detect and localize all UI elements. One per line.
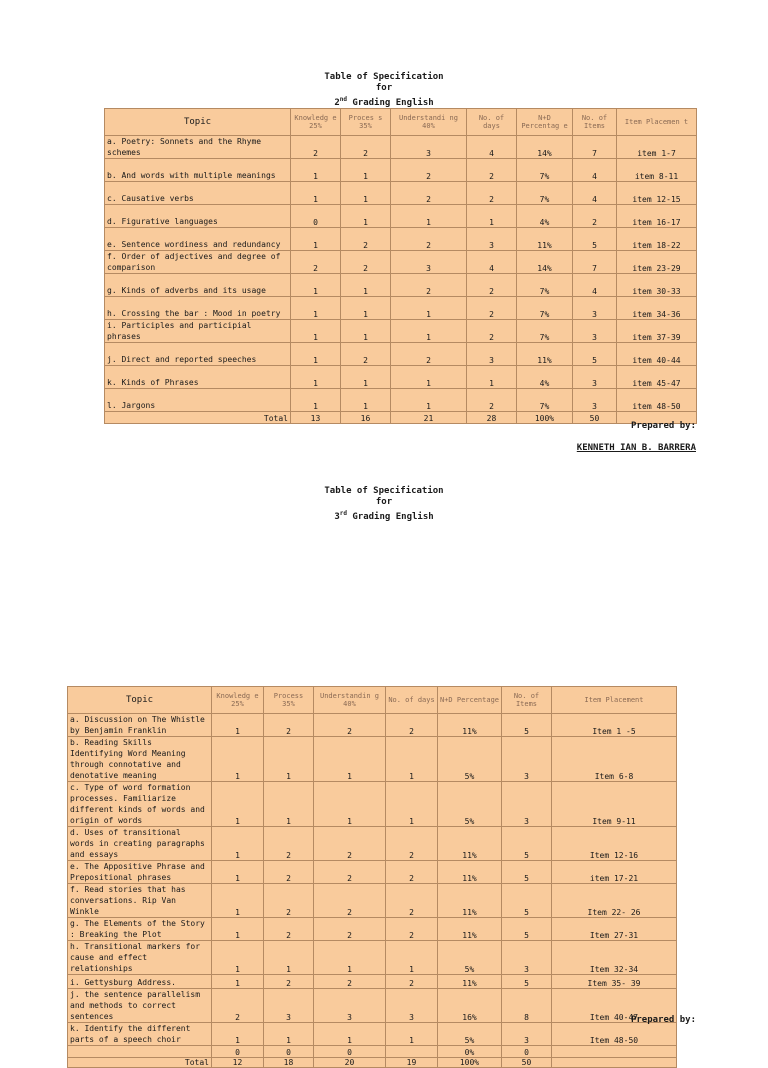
cell-items: 3: [502, 737, 552, 782]
cell-days: 1: [386, 941, 438, 975]
cell-percentage: 11%: [438, 918, 502, 941]
doc1-prepared-by: Prepared by:: [630, 421, 696, 431]
table-row: [105, 366, 697, 389]
cell-percentage: 16%: [438, 989, 502, 1023]
doc1-title-line1: Table of Specification: [324, 72, 444, 82]
cell-percentage: 7%: [517, 320, 573, 343]
doc1-header-knowledge: Knowledg e 25%: [291, 109, 341, 136]
cell-items: 5: [573, 343, 617, 366]
cell-process: 1: [264, 1023, 314, 1046]
cell-understanding: 2: [391, 343, 467, 366]
cell-knowledge: 1: [291, 159, 341, 182]
cell-process: 2: [341, 228, 391, 251]
doc1-header-topic: Topic: [105, 109, 291, 136]
total-items: 50: [573, 412, 617, 424]
cell-understanding: 1: [314, 737, 386, 782]
doc2-title-line3: 3rd Grading English: [334, 510, 434, 522]
cell-understanding: 1: [314, 941, 386, 975]
table-row: [105, 343, 697, 366]
cell-understanding: 2: [314, 918, 386, 941]
cell-days: 3: [467, 228, 517, 251]
cell-placement: item 16-17: [617, 205, 697, 228]
cell-percentage: 5%: [438, 782, 502, 827]
cell-percentage: 14%: [517, 136, 573, 159]
cell-knowledge: 1: [212, 861, 264, 884]
doc1-header-days: No. of days: [467, 109, 517, 136]
cell-understanding: 3: [391, 251, 467, 274]
table-row: [68, 884, 677, 918]
table-row: [68, 827, 677, 861]
total-process: 16: [341, 412, 391, 424]
doc1-header-row: [105, 109, 697, 136]
cell-topic: d. Uses of transitional words in creating paragraphs and essays: [68, 827, 212, 861]
cell-percentage: 14%: [517, 251, 573, 274]
cell-items: 8: [502, 989, 552, 1023]
cell-items: 3: [573, 320, 617, 343]
cell-process: 2: [264, 714, 314, 737]
cell-topic: j. Direct and reported speeches: [105, 343, 291, 366]
cell-process: 1: [341, 297, 391, 320]
table-row: [105, 297, 697, 320]
total-percentage: 100%: [438, 1058, 502, 1068]
cell-placement: Item 12-16: [552, 827, 677, 861]
cell-placement: Item 9-11: [552, 782, 677, 827]
table-row: [105, 159, 697, 182]
cell-topic: l. Jargons: [105, 389, 291, 412]
cell-placement: Item 35- 39: [552, 975, 677, 989]
doc1-title: [0, 72, 768, 109]
cell-process: 1: [341, 366, 391, 389]
total-knowledge: 13: [291, 412, 341, 424]
cell-days: 2: [467, 182, 517, 205]
cell-understanding: 2: [314, 861, 386, 884]
cell-items: 7: [573, 251, 617, 274]
cell-knowledge: 1: [212, 941, 264, 975]
cell-knowledge: 1: [212, 737, 264, 782]
cell-knowledge: 1: [291, 228, 341, 251]
cell-percentage: 11%: [517, 343, 573, 366]
table-row: [105, 205, 697, 228]
cell-placement: Item 6-8: [552, 737, 677, 782]
total-process: 18: [264, 1058, 314, 1068]
cell-understanding: 0: [314, 1046, 386, 1058]
cell-days: 4: [467, 251, 517, 274]
cell-days: [386, 1046, 438, 1058]
cell-percentage: 5%: [438, 1023, 502, 1046]
cell-topic: k. Kinds of Phrases: [105, 366, 291, 389]
cell-process: 1: [341, 182, 391, 205]
cell-percentage: 7%: [517, 274, 573, 297]
cell-items: 7: [573, 136, 617, 159]
total-row: [105, 412, 697, 424]
total-understanding: 21: [391, 412, 467, 424]
cell-topic: a. Poetry: Sonnets and the Rhyme schemes: [105, 136, 291, 159]
doc1-header-process: Proces s 35%: [341, 109, 391, 136]
cell-placement: Item 32-34: [552, 941, 677, 975]
cell-placement: item 18-22: [617, 228, 697, 251]
cell-knowledge: 1: [212, 827, 264, 861]
cell-knowledge: 1: [291, 366, 341, 389]
cell-items: 0: [502, 1046, 552, 1058]
table-row: [105, 136, 697, 159]
cell-days: 2: [386, 861, 438, 884]
cell-percentage: 0%: [438, 1046, 502, 1058]
cell-placement: item 37-39: [617, 320, 697, 343]
total-days: 19: [386, 1058, 438, 1068]
cell-placement: item 45-47: [617, 366, 697, 389]
cell-understanding: 1: [391, 205, 467, 228]
cell-understanding: 1: [391, 366, 467, 389]
table-row: [68, 1046, 677, 1058]
doc2-header-row: [68, 687, 677, 714]
table-row: [68, 975, 677, 989]
cell-percentage: 11%: [438, 827, 502, 861]
cell-percentage: 7%: [517, 182, 573, 205]
cell-placement: Item 1 -5: [552, 714, 677, 737]
total-row: [68, 1058, 677, 1068]
doc2-header-knowledge: Knowledg e 25%: [212, 687, 264, 714]
cell-placement: item 40-44: [617, 343, 697, 366]
cell-process: 1: [264, 782, 314, 827]
doc2-header-items: No. of Items: [502, 687, 552, 714]
cell-topic: g. The Elements of the Story : Breaking the Plot: [68, 918, 212, 941]
cell-knowledge: 2: [291, 136, 341, 159]
table-row: [68, 861, 677, 884]
doc2-header-process: Process 35%: [264, 687, 314, 714]
cell-items: 5: [502, 827, 552, 861]
cell-placement: Item 22- 26: [552, 884, 677, 918]
cell-process: 2: [264, 861, 314, 884]
doc1-header-items: No. of Items: [573, 109, 617, 136]
cell-placement: item 1-7: [617, 136, 697, 159]
doc1-title-line3: 2nd Grading English: [334, 96, 434, 108]
cell-understanding: 1: [391, 297, 467, 320]
cell-placement: item 30-33: [617, 274, 697, 297]
doc2-title-line1: Table of Specification: [324, 486, 444, 496]
cell-process: 1: [341, 205, 391, 228]
table-row: [68, 782, 677, 827]
doc1-title-line2: for: [375, 83, 393, 93]
cell-items: 5: [502, 884, 552, 918]
cell-topic: e. Sentence wordiness and redundancy: [105, 228, 291, 251]
cell-process: 1: [341, 389, 391, 412]
cell-placement: Item 48-50: [552, 1023, 677, 1046]
cell-days: 2: [467, 320, 517, 343]
cell-understanding: 1: [391, 389, 467, 412]
table-row: [105, 274, 697, 297]
cell-topic: h. Transitional markers for cause and effect relationships: [68, 941, 212, 975]
cell-percentage: 5%: [438, 941, 502, 975]
cell-percentage: 11%: [438, 975, 502, 989]
cell-knowledge: 2: [291, 251, 341, 274]
cell-items: 3: [502, 1023, 552, 1046]
cell-topic: i. Participles and participial phrases: [105, 320, 291, 343]
cell-days: 2: [467, 274, 517, 297]
cell-placement: item 23-29: [617, 251, 697, 274]
cell-topic: g. Kinds of adverbs and its usage: [105, 274, 291, 297]
cell-process: 2: [341, 251, 391, 274]
cell-items: 3: [573, 389, 617, 412]
cell-percentage: 4%: [517, 366, 573, 389]
cell-knowledge: 1: [291, 389, 341, 412]
cell-knowledge: 1: [212, 884, 264, 918]
cell-process: 1: [341, 320, 391, 343]
doc2-prepared-by: Prepared by:: [630, 1015, 696, 1025]
doc1-header-understanding: Understandi ng 40%: [391, 109, 467, 136]
cell-placement: item 12-15: [617, 182, 697, 205]
cell-process: 3: [264, 989, 314, 1023]
cell-days: 2: [467, 389, 517, 412]
total-knowledge: 12: [212, 1058, 264, 1068]
cell-topic: f. Order of adjectives and degree of comparison: [105, 251, 291, 274]
doc2-title: [0, 486, 768, 523]
table-row: [105, 182, 697, 205]
cell-understanding: 1: [391, 320, 467, 343]
cell-topic: d. Figurative languages: [105, 205, 291, 228]
cell-process: 1: [341, 159, 391, 182]
cell-days: 1: [386, 737, 438, 782]
total-days: 28: [467, 412, 517, 424]
cell-understanding: 2: [391, 274, 467, 297]
cell-understanding: 2: [391, 182, 467, 205]
cell-items: 4: [573, 182, 617, 205]
cell-process: 2: [264, 975, 314, 989]
cell-placement: Item 27-31: [552, 918, 677, 941]
cell-topic: [68, 1046, 212, 1058]
table-row: [68, 1023, 677, 1046]
cell-items: 4: [573, 274, 617, 297]
cell-topic: i. Gettysburg Address.: [68, 975, 212, 989]
cell-knowledge: 1: [212, 1023, 264, 1046]
cell-percentage: 4%: [517, 205, 573, 228]
cell-days: 1: [467, 366, 517, 389]
doc2-header-percentage: N+D Percentage: [438, 687, 502, 714]
table-row: [68, 941, 677, 975]
doc2-header-topic: Topic: [68, 687, 212, 714]
cell-percentage: 7%: [517, 297, 573, 320]
cell-topic: f. Read stories that has conversations. Rip Van Winkle: [68, 884, 212, 918]
cell-topic: a. Discussion on The Whistle by Benjamin Franklin: [68, 714, 212, 737]
cell-percentage: 7%: [517, 159, 573, 182]
cell-understanding: 2: [391, 159, 467, 182]
cell-items: 3: [573, 366, 617, 389]
cell-understanding: 3: [314, 989, 386, 1023]
cell-placement: item 8-11: [617, 159, 697, 182]
doc2-header-understanding: Understandin g 40%: [314, 687, 386, 714]
cell-process: 2: [341, 343, 391, 366]
cell-items: 4: [573, 159, 617, 182]
cell-days: 2: [386, 918, 438, 941]
total-understanding: 20: [314, 1058, 386, 1068]
cell-topic: b. And words with multiple meanings: [105, 159, 291, 182]
cell-process: 1: [264, 737, 314, 782]
cell-understanding: 2: [314, 714, 386, 737]
total-topic: Total: [68, 1058, 212, 1068]
doc1-preparer-name: KENNETH IAN B. BARRERA: [576, 443, 696, 453]
cell-topic: c. Type of word formation processes. Familiarize different kinds of words and origin of words: [68, 782, 212, 827]
cell-items: 5: [502, 861, 552, 884]
cell-items: 5: [502, 918, 552, 941]
cell-knowledge: 1: [291, 297, 341, 320]
doc2-header-placement: Item Placement: [552, 687, 677, 714]
cell-understanding: 2: [314, 975, 386, 989]
table-row: [105, 251, 697, 274]
cell-days: 2: [386, 975, 438, 989]
cell-process: 0: [264, 1046, 314, 1058]
cell-days: 3: [386, 989, 438, 1023]
cell-placement: [552, 1046, 677, 1058]
cell-knowledge: 0: [291, 205, 341, 228]
cell-knowledge: 1: [291, 274, 341, 297]
table-row: [68, 737, 677, 782]
cell-percentage: 11%: [438, 714, 502, 737]
doc2-spec-table: [67, 686, 677, 1068]
cell-items: 5: [502, 975, 552, 989]
cell-knowledge: 1: [291, 343, 341, 366]
cell-placement: item 34-36: [617, 297, 697, 320]
cell-placement: item 17-21: [552, 861, 677, 884]
cell-knowledge: 1: [291, 182, 341, 205]
doc2-header-days: No. of days: [386, 687, 438, 714]
cell-items: 3: [502, 782, 552, 827]
cell-days: 3: [467, 343, 517, 366]
cell-days: 2: [386, 884, 438, 918]
cell-percentage: 7%: [517, 389, 573, 412]
cell-placement: Item 40-47: [552, 989, 677, 1023]
cell-understanding: 1: [314, 782, 386, 827]
cell-process: 2: [264, 918, 314, 941]
cell-topic: b. Reading Skills Identifying Word Meaning through connotative and denotative meaning: [68, 737, 212, 782]
cell-days: 1: [467, 205, 517, 228]
doc1-header-placement: Item Placemen t: [617, 109, 697, 136]
cell-understanding: 2: [391, 228, 467, 251]
cell-days: 2: [467, 159, 517, 182]
cell-topic: h. Crossing the bar : Mood in poetry: [105, 297, 291, 320]
total-items: 50: [502, 1058, 552, 1068]
cell-process: 2: [264, 884, 314, 918]
cell-knowledge: 2: [212, 989, 264, 1023]
cell-items: 5: [502, 714, 552, 737]
cell-days: 4: [467, 136, 517, 159]
cell-items: 3: [573, 297, 617, 320]
total-percentage: 100%: [517, 412, 573, 424]
cell-days: 1: [386, 782, 438, 827]
table-row: [105, 228, 697, 251]
cell-percentage: 11%: [438, 861, 502, 884]
cell-process: 1: [264, 941, 314, 975]
cell-knowledge: 1: [212, 714, 264, 737]
cell-percentage: 11%: [438, 884, 502, 918]
total-topic: Total: [105, 412, 291, 424]
cell-knowledge: 1: [212, 975, 264, 989]
cell-understanding: 2: [314, 827, 386, 861]
cell-percentage: 5%: [438, 737, 502, 782]
cell-knowledge: 1: [212, 918, 264, 941]
doc1-header-percentage: N+D Percentag e: [517, 109, 573, 136]
cell-days: 2: [386, 827, 438, 861]
total-placement: [552, 1058, 677, 1068]
cell-process: 1: [341, 274, 391, 297]
cell-days: 1: [386, 1023, 438, 1046]
cell-understanding: 1: [314, 1023, 386, 1046]
cell-knowledge: 1: [291, 320, 341, 343]
cell-knowledge: 1: [212, 782, 264, 827]
cell-placement: item 48-50: [617, 389, 697, 412]
doc2-title-line2: for: [375, 497, 393, 507]
table-row: [68, 918, 677, 941]
table-row: [68, 714, 677, 737]
cell-percentage: 11%: [517, 228, 573, 251]
cell-process: 2: [264, 827, 314, 861]
cell-understanding: 2: [314, 884, 386, 918]
table-row: [105, 389, 697, 412]
cell-topic: c. Causative verbs: [105, 182, 291, 205]
table-row: [105, 320, 697, 343]
cell-items: 5: [573, 228, 617, 251]
cell-items: 2: [573, 205, 617, 228]
cell-items: 3: [502, 941, 552, 975]
cell-understanding: 3: [391, 136, 467, 159]
doc1-spec-table: [104, 108, 697, 424]
cell-process: 2: [341, 136, 391, 159]
cell-topic: k. Identify the different parts of a speech choir: [68, 1023, 212, 1046]
cell-topic: e. The Appositive Phrase and Prepositional phrases: [68, 861, 212, 884]
cell-knowledge: 0: [212, 1046, 264, 1058]
cell-topic: j. the sentence parallelism and methods to correct sentences: [68, 989, 212, 1023]
cell-days: 2: [467, 297, 517, 320]
cell-days: 2: [386, 714, 438, 737]
table-row: [68, 989, 677, 1023]
